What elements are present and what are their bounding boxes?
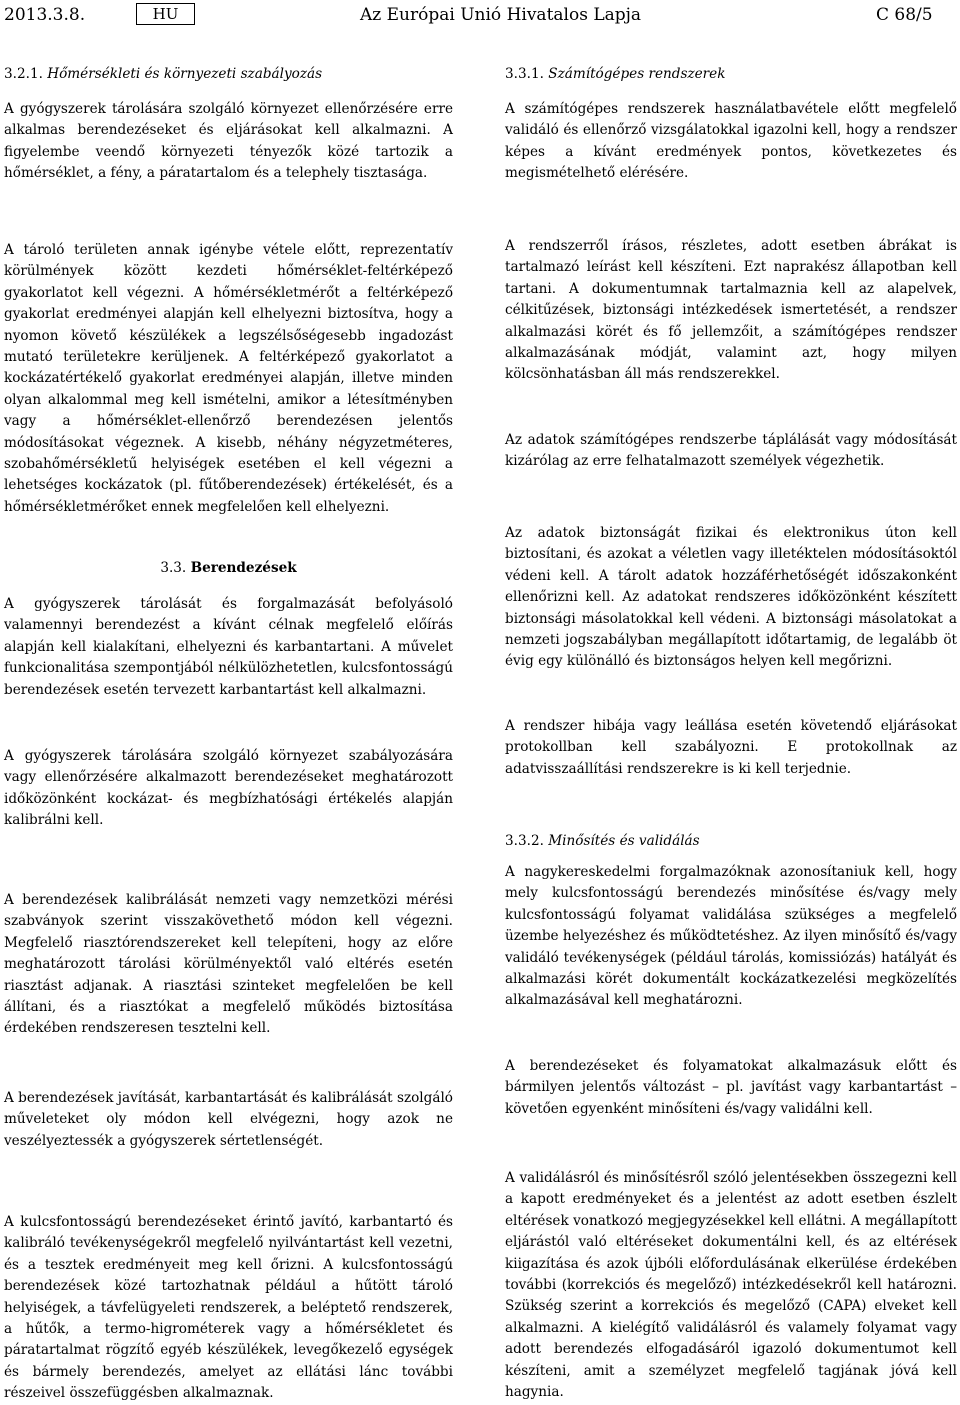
paragraph: A validálásról és minősítésről szóló jelentésekben összegezni kell a kapott eredményeket és a jelentést az adott esetben észlelt eltérések vonatkozó megjegyzésekkel kell ellátni. A megállapított eljárástól való eltéréseket dokumentálni kell, és az eltérések kiigazítása és azok újbóli előfordulásának elkerülése érdekében további (korrekciós és megelőző) intézkedésekről kell határozni. Szükség szerint a korrekciós és megelőző (CAPA) elveket kell alkalmazni. A kielégítő validálásról és valamely folyamat vagy adott berendezés elfogadásáról igazoló dokumentumot kell készíteni, amit a személyzet megfelelő tagjának jóvá kell hagynia. [505,1170,957,1401]
section-heading-3-3-1 [505,64,957,85]
section-title: Hőmérsékleti és környezeti szabályozás [47,66,323,82]
journal-title: Az Európai Unió Hivatalos Lapja [360,5,642,25]
paragraph: A tároló területen annak igénybe vétele előtt, reprezentatív körülmények között kezdeti hőmérséklet-feltérképező gyakorlatot kell végezni. A hőmérsékletmérőt a feltérképező gyakorlat eredményei alapján kell elhelyezni biztosítva, hogy a nyomon követő készülékek a legszélsőségesebb ingadozást mutató területekre kerüljenek. A feltérképező gyakorlatot a kockázatértékelő gyakorlat eredményei alapján, illetve minden olyan alkalommal meg kell ismételni, amikor a létesítményben vagy a hőmérséklet-ellenőrző berendezésen jelentős módosításokat végeznek. A kisebb, néhány négyzetméteres, szobahőmérsékletű helyiségek esetében el kell végezni a lehetséges kockázatok (pl. fűtőberendezések) értékelését, és a hőmérsékletmérőket ennek megfelelően kell elhelyezni. [4,242,453,515]
paragraph: A gyógyszerek tárolására szolgáló környezet szabályozására vagy ellenőrzésére alkalmazott berendezéseket meghatározott időközönként kockázat- és megbízhatósági értékelés alapján kalibrálni kell. [4,748,453,829]
section-number: 3.2.1. [4,66,43,82]
paragraph: A berendezések javítását, karbantartását és kalibrálását szolgáló műveleteket oly módon kell elvégezni, hogy azok ne veszélyeztessék a gyógyszerek sértetlenségét. [4,1090,453,1149]
paragraph: A nagykereskedelmi forgalmazóknak azonosítaniuk kell, hogy mely kulcsfontosságú berendezés minősítése és/vagy mely kulcsfontosságú folyamat validálása szükséges a megfelelő üzembe helyezéshez és működtetéshez. Az ilyen minősítő és/vagy validáló tevékenységek (például tárolás, komissiózás) hatályát és alkalmazási körét dokumentált kockázatkezelési megközelítés alkalmazásával kell meghatározni. [505,864,957,1009]
page-header [0,0,960,40]
paragraph: A berendezéseket és folyamatokat alkalmazásuk előtt és bármilyen jelentős változást – pl. javítást vagy karbantartást – követően egyenként minősíteni és/vagy validálni kell. [505,1058,957,1117]
section-heading-3-3 [4,558,453,579]
paragraph: A gyógyszerek tárolását és forgalmazását befolyásoló valamennyi berendezést a kívánt célnak megfelelő előírás alapján kell kialakítani, elhelyezni és karbantartani. A művelet funkcionalitása szempontjából nélkülözhetetlen, kulcsfontosságú berendezések esetén tervezett karbantartást kell alkalmazni. [4,596,453,698]
publication-date: 2013.3.8. [4,5,86,25]
section-number: 3.3. [160,560,187,576]
section-title: Minősítés és validálás [548,833,700,849]
section-heading-3-3-2 [505,831,957,852]
series-page-number: C 68/5 [876,5,933,25]
paragraph: A számítógépes rendszerek használatbavétele előtt megfelelő validáló és ellenőrző vizsgálatokkal igazolni kell, hogy a rendszer képes a kívánt eredmények pontos, következetes és megismételhető elérésére. [505,101,957,182]
paragraph: Az adatok számítógépes rendszerbe táplálását vagy módosítását kizárólag az erre felhatalmazott személyek végezhetik. [505,432,957,470]
section-number: 3.3.1. [505,66,544,82]
paragraph: A gyógyszerek tárolására szolgáló környezet ellenőrzésére erre alkalmas berendezéseket és eljárásokat kell alkalmazni. A figyelembe veendő környezeti tényezők közé tartozik a hőmérséklet, a fény, a páratartalom és a telephely tisztasága. [4,101,453,182]
section-number: 3.3.2. [505,833,544,849]
paragraph: A rendszerről írásos, részletes, adott esetben ábrákat is tartalmazó leírást kell készíteni. Ezt naprakész állapotban kell tartani. A dokumentumnak tartalmaznia kell az alapelvek, célkitűzések, biztonsági intézkedések ismertetését, a rendszer alkalmazási körét és fő jellemzőit, a számítógépes rendszer alkalmazásának módját, valamint azt, hogy milyen kölcsönhatásban áll más rendszerekkel. [505,238,957,383]
paragraph: A rendszer hibája vagy leállása esetén követendő eljárásokat protokollban kell szabályozni. E protokollnak az adatvisszaállítási rendszerekre is ki kell terjednie. [505,718,957,777]
section-title: Számítógépes rendszerek [548,66,726,82]
paragraph: A kulcsfontosságú berendezéseket érintő javító, karbantartó és kalibráló tevékenységekről megfelelő nyilvántartást kell vezetni, és a tesztek eredményeit meg kell őrizni. A kulcsfontosságú berendezések közé tartozhatnak például a hűtött tároló helyiségek, a távfelügyeleti rendszerek, a beléptető rendszerek, a hűtők, a termo-higrométerek vagy a hőmérsékletet és páratartalmat rögzítő egyéb készülékek, levegőkezelő egységek és bármely berendezés, amelyet az ellátási lánc további részeivel összefüggésben alkalmaznak. [4,1214,453,1402]
section-heading-3-2-1 [4,64,453,85]
paragraph: A berendezések kalibrálását nemzeti vagy nemzetközi mérési szabványok szerint visszakövethető módon kell végezni. Megfelelő riasztórendszereket kell telepíteni, hogy az előre meghatározott tárolási körülményektől való eltérés esetén riasztást adjanak. A riasztási szinteket megfelelően be kell állítani, és a riasztókat a megfelelő működés biztosítása érdekében rendszeresen tesztelni kell. [4,892,453,1037]
paragraph: Az adatok biztonságát fizikai és elektronikus úton kell biztosítani, és azokat a véletlen vagy illetéktelen módosításoktól védeni kell. A tárolt adatok hozzáférhetőségét időszakonként ellenőrizni kell. Az adatokat rendszeres időközönként készített biztonsági másolatokkal kell védeni. A biztonsági másolatokat a nemzeti jogszabályban megállapított időtartamig, de legalább öt évig egy különálló és biztonságos helyen kell megőrizni. [505,525,957,670]
section-title: Berendezések [190,560,297,576]
language-code-box: HU [136,3,195,25]
